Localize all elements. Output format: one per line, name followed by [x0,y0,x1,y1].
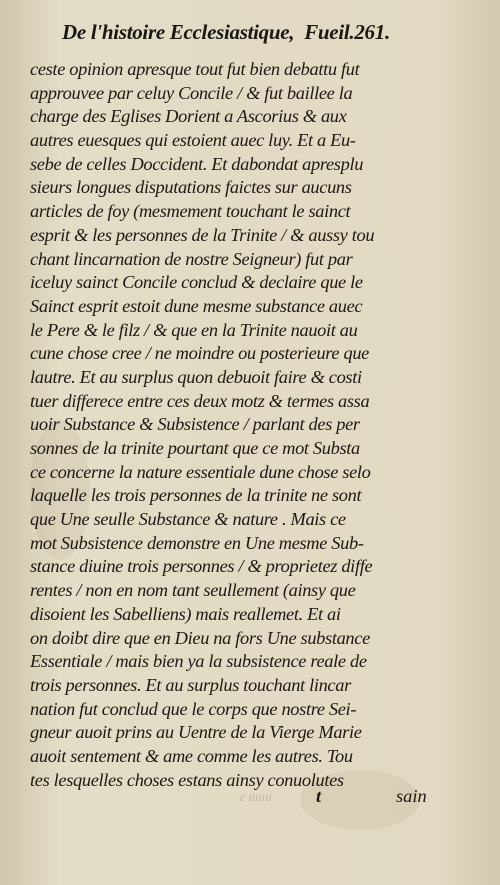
text-line: ce concerne la nature essentiale dune chose selo [30,461,371,482]
text-line: esprit & les personnes de la Trinite / & aussy tou [30,224,375,245]
text-line: sonnes de la trinite pourtant que ce mot Substa [30,438,360,458]
text-line: approuvee par celuy Concile / & fut baillee la [30,82,353,103]
text-line: on doibt dire que en Dieu na fors Une substance [30,627,370,648]
footer-line [316,786,466,810]
running-header [62,20,462,52]
text-line: mot Subsistence demonstre en Une mesme Sub- [30,532,364,553]
text-line: le Pere & le filz / & que en la Trinite nauoit au [30,319,358,340]
body-text [30,58,470,792]
text-line: chant lincarnation de nostre Seigneur) fut par [30,248,353,269]
text-line: stance diuine trois personnes / & proprietez diffe [30,556,373,577]
text-line: charge des Eglises Dorient a Ascorius & aux [30,106,347,127]
text-line: sebe de celles Doccident. Et dabondat apresplu [30,153,364,174]
text-line: rentes / non en nom tant seullement (ainsy que [30,580,356,601]
text-line: tes lesquelles choses estans ainsy conuolutes [30,769,344,790]
text-line: auoit sentement & ame comme les autres. Tou [30,745,353,766]
text-line: sieurs longues disputations faictes sur aucuns [30,177,352,198]
text-line: Essentiale / mais bien ya la subsistence reale de [30,651,367,672]
text-line: gneur auoit prins au Uentre de la Vierge Marie [30,722,362,743]
text-line: uoir Substance & Subsistence / parlant des per [30,414,360,435]
text-line: que Une seulle Substance & nature . Mais ce [30,509,346,530]
text-line: laquelle les trois personnes de la trinite ne sont [30,485,362,506]
text-line: Sainct esprit estoit dune mesme substance auec [30,295,363,316]
running-title: De l'histoire Ecclesiastique, [62,20,295,44]
text-line: ceste opinion apresque tout fut bien debattu fut [30,59,360,79]
text-line: tuer differece entre ces deux motz & termes assa [30,390,370,411]
signature-mark: t [316,786,322,806]
text-line: disoient les Sabelliens) mais reallemet. Et ai [30,603,341,624]
text-line: nation fut conclud que le corps que nostre Sei- [30,698,357,719]
catchword: sain [396,786,427,806]
text-line: trois personnes. Et au surplus touchant lincar [30,674,351,695]
show-through-text: c iiiiiii [240,790,272,804]
text-line: lautre. Et au surplus quon debuoit faire & costi [30,366,362,387]
folio-number: Fueil.261. [304,20,390,44]
text-line: iceluy sainct Concile conclud & declaire que le [30,272,363,293]
text-line: autres euesques qui estoient auec luy. Et a Eu- [30,130,356,151]
text-line: articles de foy (mesmement touchant le sainct [30,201,351,222]
text-line: cune chose cree / ne moindre ou posterieure que [30,343,369,364]
